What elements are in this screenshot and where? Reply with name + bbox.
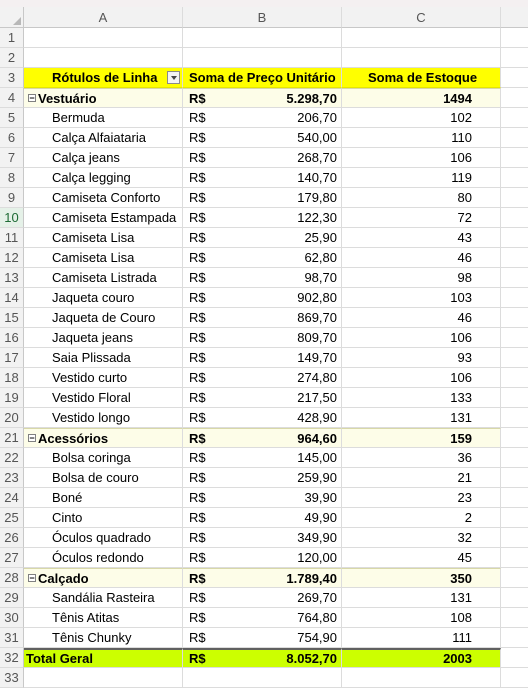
sum-price-header[interactable]: Soma de Preço Unitário	[183, 68, 342, 88]
cell[interactable]	[183, 28, 342, 48]
row-header[interactable]: 14	[0, 288, 24, 308]
cell[interactable]	[501, 468, 528, 488]
item-row	[0, 488, 528, 508]
cell[interactable]	[501, 228, 528, 248]
item-row	[0, 388, 528, 408]
cell[interactable]	[24, 48, 183, 68]
item-stock[interactable]: 131	[342, 588, 501, 608]
item-row	[0, 368, 528, 388]
cell[interactable]	[501, 148, 528, 168]
item-price[interactable]	[183, 148, 342, 168]
item-name[interactable]: Boné	[24, 488, 183, 508]
category-price[interactable]	[183, 568, 342, 588]
currency-symbol: R$	[189, 630, 206, 645]
category-price[interactable]	[183, 428, 342, 448]
price-value: 120,00	[297, 550, 337, 565]
category-stock[interactable]: 159	[342, 428, 501, 448]
price-value: 149,70	[297, 350, 337, 365]
item-row	[0, 208, 528, 228]
currency-symbol: R$	[189, 370, 206, 385]
minus-box-icon[interactable]: −	[29, 433, 35, 443]
row-header[interactable]: 8	[0, 168, 24, 188]
item-stock[interactable]: 23	[342, 488, 501, 508]
currency-symbol: R$	[189, 250, 206, 265]
price-value: 274,80	[297, 370, 337, 385]
currency-symbol: R$	[189, 470, 206, 485]
cell[interactable]	[501, 28, 528, 48]
item-stock[interactable]: 110	[342, 128, 501, 148]
item-price[interactable]	[183, 628, 342, 648]
item-stock[interactable]: 133	[342, 388, 501, 408]
price-value: 217,50	[297, 390, 337, 405]
row-header[interactable]: 19	[0, 388, 24, 408]
cell[interactable]	[501, 588, 528, 608]
item-row	[0, 348, 528, 368]
cell[interactable]	[501, 208, 528, 228]
item-name[interactable]: Calça Alfaiataria	[24, 128, 183, 148]
currency-symbol: R$	[189, 530, 206, 545]
price-value: 540,00	[297, 130, 337, 145]
category-label[interactable]	[24, 428, 183, 448]
price-value: 98,70	[304, 270, 337, 285]
currency-symbol: R$	[189, 110, 206, 125]
item-row	[0, 328, 528, 348]
row-header[interactable]: 9	[0, 188, 24, 208]
item-name[interactable]: Tênis Atitas	[24, 608, 183, 628]
item-name[interactable]: Camiseta Listrada	[24, 268, 183, 288]
cell[interactable]	[342, 48, 501, 68]
item-price[interactable]	[183, 468, 342, 488]
currency-symbol: R$	[189, 610, 206, 625]
cell[interactable]	[24, 668, 183, 688]
price-value: 754,90	[297, 630, 337, 645]
cell[interactable]	[501, 328, 528, 348]
item-stock[interactable]: 106	[342, 328, 501, 348]
currency-symbol: R$	[189, 490, 206, 505]
currency-symbol: R$	[189, 430, 206, 446]
item-stock[interactable]: 106	[342, 148, 501, 168]
item-stock[interactable]: 21	[342, 468, 501, 488]
total-label[interactable]: Total Geral	[24, 648, 183, 668]
item-name[interactable]: Cinto	[24, 508, 183, 528]
column-header-b[interactable]: B	[183, 7, 342, 28]
cell[interactable]	[501, 88, 528, 108]
item-name[interactable]: Bolsa de couro	[24, 468, 183, 488]
item-stock[interactable]: 80	[342, 188, 501, 208]
item-price[interactable]	[183, 308, 342, 328]
price-value: 39,90	[304, 490, 337, 505]
currency-symbol: R$	[189, 590, 206, 605]
price-value: 206,70	[297, 110, 337, 125]
cell[interactable]	[501, 628, 528, 648]
cell[interactable]	[501, 248, 528, 268]
category-stock[interactable]: 1494	[342, 88, 501, 108]
item-row	[0, 288, 528, 308]
item-price[interactable]	[183, 128, 342, 148]
cell[interactable]	[342, 28, 501, 48]
currency-symbol: R$	[189, 90, 206, 106]
price-value: 268,70	[297, 150, 337, 165]
item-stock[interactable]: 102	[342, 108, 501, 128]
item-stock[interactable]: 119	[342, 168, 501, 188]
cell[interactable]	[501, 408, 528, 428]
price-value: 428,90	[297, 410, 337, 425]
item-price[interactable]	[183, 228, 342, 248]
currency-symbol: R$	[189, 410, 206, 425]
item-name[interactable]: Vestido longo	[24, 408, 183, 428]
row-header[interactable]: 22	[0, 448, 24, 468]
row-header[interactable]: 18	[0, 368, 24, 388]
item-row	[0, 408, 528, 428]
currency-symbol: R$	[189, 210, 206, 225]
row-header[interactable]: 20	[0, 408, 24, 428]
price-value: 902,80	[297, 290, 337, 305]
currency-symbol: R$	[189, 350, 206, 365]
row-header[interactable]: 3	[0, 68, 24, 88]
cell[interactable]	[501, 648, 528, 668]
item-price[interactable]	[183, 508, 342, 528]
price-value: 145,00	[297, 450, 337, 465]
cell[interactable]	[501, 568, 528, 588]
item-row	[0, 188, 528, 208]
cell[interactable]	[501, 168, 528, 188]
price-value: 869,70	[297, 310, 337, 325]
item-price[interactable]	[183, 168, 342, 188]
empty-row	[0, 28, 528, 48]
row-labels-label: Rótulos de Linha	[52, 70, 158, 85]
item-name[interactable]: Camiseta Lisa	[24, 228, 183, 248]
cell[interactable]	[501, 448, 528, 468]
item-name[interactable]: Bermuda	[24, 108, 183, 128]
row-header[interactable]: 12	[0, 248, 24, 268]
item-row	[0, 588, 528, 608]
item-name[interactable]: Tênis Chunky	[24, 628, 183, 648]
price-value: 25,90	[304, 230, 337, 245]
row-header[interactable]: 26	[0, 528, 24, 548]
currency-symbol: R$	[189, 310, 206, 325]
cell[interactable]	[183, 48, 342, 68]
empty-row	[0, 668, 528, 688]
price-value: 964,60	[297, 430, 337, 446]
category-row	[0, 568, 528, 588]
price-value: 8.052,70	[286, 651, 337, 666]
row-header[interactable]: 13	[0, 268, 24, 288]
item-name[interactable]: Saia Plissada	[24, 348, 183, 368]
item-name[interactable]: Bolsa coringa	[24, 448, 183, 468]
item-row	[0, 128, 528, 148]
cell[interactable]	[501, 368, 528, 388]
item-row	[0, 548, 528, 568]
price-value: 259,90	[297, 470, 337, 485]
row-header[interactable]: 29	[0, 588, 24, 608]
category-label[interactable]	[24, 88, 183, 108]
category-row	[0, 428, 528, 448]
item-name[interactable]: Vestido curto	[24, 368, 183, 388]
item-stock[interactable]: 108	[342, 608, 501, 628]
cell[interactable]	[501, 308, 528, 328]
row-header[interactable]: 7	[0, 148, 24, 168]
category-price[interactable]	[183, 88, 342, 108]
item-price[interactable]	[183, 448, 342, 468]
item-price[interactable]	[183, 588, 342, 608]
item-name[interactable]: Jaqueta couro	[24, 288, 183, 308]
item-price[interactable]	[183, 328, 342, 348]
pivot-header-row	[0, 68, 528, 88]
item-row	[0, 168, 528, 188]
cell[interactable]	[501, 428, 528, 448]
cell[interactable]	[342, 668, 501, 688]
row-header[interactable]: 11	[0, 228, 24, 248]
price-value: 49,90	[304, 510, 337, 525]
item-name[interactable]: Camiseta Lisa	[24, 248, 183, 268]
cell[interactable]	[24, 28, 183, 48]
cell[interactable]	[501, 48, 528, 68]
item-stock[interactable]: 103	[342, 288, 501, 308]
row-header[interactable]: 32	[0, 648, 24, 668]
select-all-corner[interactable]	[0, 7, 24, 28]
item-stock[interactable]: 72	[342, 208, 501, 228]
price-value: 1.789,40	[286, 570, 337, 586]
item-price[interactable]	[183, 548, 342, 568]
cell[interactable]	[501, 608, 528, 628]
currency-symbol: R$	[189, 150, 206, 165]
currency-symbol: R$	[189, 390, 206, 405]
cell[interactable]	[501, 548, 528, 568]
item-stock[interactable]: 46	[342, 308, 501, 328]
total-row	[0, 648, 528, 668]
price-value: 179,80	[297, 190, 337, 205]
item-price[interactable]	[183, 288, 342, 308]
currency-symbol: R$	[189, 130, 206, 145]
price-value: 62,80	[304, 250, 337, 265]
column-header-d[interactable]	[501, 7, 528, 28]
cell[interactable]	[501, 528, 528, 548]
item-row	[0, 108, 528, 128]
total-stock[interactable]: 2003	[342, 648, 501, 668]
item-stock[interactable]: 98	[342, 268, 501, 288]
item-name[interactable]: Camiseta Estampada	[24, 208, 183, 228]
item-price[interactable]	[183, 208, 342, 228]
item-price[interactable]	[183, 528, 342, 548]
item-price[interactable]	[183, 248, 342, 268]
row-header[interactable]: 10	[0, 208, 24, 228]
currency-symbol: R$	[189, 330, 206, 345]
cell[interactable]	[501, 128, 528, 148]
currency-symbol: R$	[189, 510, 206, 525]
category-name: Calçado	[38, 570, 89, 586]
price-value: 140,70	[297, 170, 337, 185]
item-name[interactable]: Calça legging	[24, 168, 183, 188]
row-header[interactable]: 15	[0, 308, 24, 328]
currency-symbol: R$	[189, 651, 206, 666]
row-header[interactable]: 31	[0, 628, 24, 648]
category-name: Vestuário	[38, 90, 97, 106]
row-header[interactable]: 27	[0, 548, 24, 568]
row-header[interactable]: 2	[0, 48, 24, 68]
empty-row	[0, 48, 528, 68]
price-value: 764,80	[297, 610, 337, 625]
cell[interactable]	[501, 348, 528, 368]
item-row	[0, 248, 528, 268]
currency-symbol: R$	[189, 230, 206, 245]
price-value: 122,30	[297, 210, 337, 225]
cell[interactable]	[501, 668, 528, 688]
item-name[interactable]: Jaqueta de Couro	[24, 308, 183, 328]
item-price[interactable]	[183, 348, 342, 368]
row-header[interactable]: 6	[0, 128, 24, 148]
cell[interactable]	[501, 268, 528, 288]
row-header[interactable]: 25	[0, 508, 24, 528]
total-price[interactable]	[183, 648, 342, 668]
item-stock[interactable]: 106	[342, 368, 501, 388]
item-stock[interactable]: 131	[342, 408, 501, 428]
item-stock[interactable]: 46	[342, 248, 501, 268]
item-name[interactable]: Camiseta Conforto	[24, 188, 183, 208]
currency-symbol: R$	[189, 190, 206, 205]
item-price[interactable]	[183, 608, 342, 628]
row-header[interactable]: 1	[0, 28, 24, 48]
row-header[interactable]: 23	[0, 468, 24, 488]
item-row	[0, 528, 528, 548]
item-row	[0, 148, 528, 168]
item-price[interactable]	[183, 188, 342, 208]
item-price[interactable]	[183, 488, 342, 508]
category-stock[interactable]: 350	[342, 568, 501, 588]
price-value: 349,90	[297, 530, 337, 545]
item-name[interactable]: Calça jeans	[24, 148, 183, 168]
item-name[interactable]: Jaqueta jeans	[24, 328, 183, 348]
row-header[interactable]: 28	[0, 568, 24, 588]
item-row	[0, 508, 528, 528]
item-price[interactable]	[183, 388, 342, 408]
currency-symbol: R$	[189, 290, 206, 305]
currency-symbol: R$	[189, 270, 206, 285]
cell[interactable]	[501, 68, 528, 88]
category-label[interactable]	[24, 568, 183, 588]
cell[interactable]	[501, 388, 528, 408]
currency-symbol: R$	[189, 450, 206, 465]
window-top-strip	[0, 0, 528, 7]
row-labels-header[interactable]	[24, 68, 183, 88]
item-stock[interactable]: 36	[342, 448, 501, 468]
price-value: 809,70	[297, 330, 337, 345]
item-stock[interactable]: 45	[342, 548, 501, 568]
item-name[interactable]: Vestido Floral	[24, 388, 183, 408]
item-name[interactable]: Óculos redondo	[24, 548, 183, 568]
category-name: Acessórios	[38, 430, 109, 446]
item-stock[interactable]: 32	[342, 528, 501, 548]
item-row	[0, 608, 528, 628]
item-price[interactable]	[183, 268, 342, 288]
item-row	[0, 468, 528, 488]
item-price[interactable]	[183, 408, 342, 428]
row-header[interactable]: 4	[0, 88, 24, 108]
cell[interactable]	[501, 508, 528, 528]
item-row	[0, 228, 528, 248]
item-stock[interactable]: 111	[342, 628, 501, 648]
item-price[interactable]	[183, 368, 342, 388]
item-name[interactable]: Sandália Rasteira	[24, 588, 183, 608]
currency-symbol: R$	[189, 170, 206, 185]
column-header-c[interactable]: C	[342, 7, 501, 28]
cell[interactable]	[501, 188, 528, 208]
cell[interactable]	[501, 488, 528, 508]
cell[interactable]	[501, 108, 528, 128]
item-row	[0, 448, 528, 468]
currency-symbol: R$	[189, 570, 206, 586]
cell[interactable]	[501, 288, 528, 308]
column-header-a[interactable]: A	[24, 7, 183, 28]
row-header[interactable]: 17	[0, 348, 24, 368]
sum-stock-header[interactable]: Soma de Estoque	[342, 68, 501, 88]
category-row	[0, 88, 528, 108]
item-stock[interactable]: 2	[342, 508, 501, 528]
item-row	[0, 308, 528, 328]
item-row	[0, 268, 528, 288]
row-header[interactable]: 16	[0, 328, 24, 348]
row-header[interactable]: 21	[0, 428, 24, 448]
row-header[interactable]: 30	[0, 608, 24, 628]
row-header[interactable]: 24	[0, 488, 24, 508]
item-stock[interactable]: 43	[342, 228, 501, 248]
item-price[interactable]	[183, 108, 342, 128]
price-value: 269,70	[297, 590, 337, 605]
item-name[interactable]: Óculos quadrado	[24, 528, 183, 548]
currency-symbol: R$	[189, 550, 206, 565]
cell[interactable]	[183, 668, 342, 688]
filter-dropdown-icon[interactable]	[167, 71, 180, 84]
price-value: 5.298,70	[286, 90, 337, 106]
row-header[interactable]: 5	[0, 108, 24, 128]
row-header[interactable]: 33	[0, 668, 24, 688]
item-row	[0, 628, 528, 648]
minus-box-icon[interactable]: −	[29, 573, 35, 583]
item-stock[interactable]: 93	[342, 348, 501, 368]
minus-box-icon[interactable]: −	[29, 93, 35, 103]
